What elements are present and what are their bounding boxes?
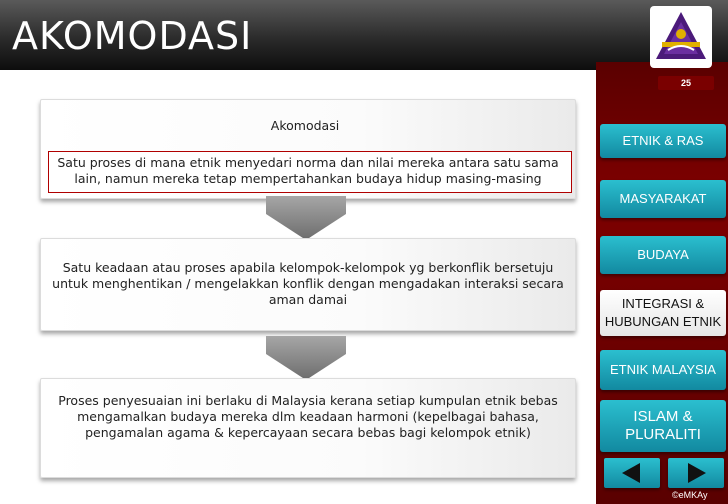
sidebar-item-integrasi[interactable]: INTEGRASI & HUBUNGAN ETNIK [600,290,726,336]
previous-button[interactable] [604,458,660,488]
triangle-right-icon [668,458,724,488]
triangle-left-icon [604,458,660,488]
chevron-down-icon [266,336,346,380]
step-2-body: Satu keadaan atau proses apabila kelompok-kelompok yg berkonflik bersetuju untuk menghentikan / mengelakkan konflik dengan mengadakan interaksi secara aman damai [52,260,564,307]
page-number: 25 [658,76,714,90]
sidebar-item-masyarakat[interactable]: MASYARAKAT [600,180,726,218]
chevron-down-icon [266,196,346,240]
next-button[interactable] [668,458,724,488]
title-bar [0,0,728,70]
step-1-body: Satu proses di mana etnik menyedari norma dan nilai mereka antara satu sama lain, namun mereka tetap mempertahankan budaya hidup masing-masing [57,155,559,186]
university-logo-icon [648,4,714,70]
copyright-label: ©eMKAy [672,490,708,500]
sidebar-item-etnik-malaysia[interactable]: ETNIK MALAYSIA [600,350,726,390]
slide-title: AKOMODASI [12,14,253,58]
sidebar-item-etnik-ras[interactable]: ETNIK & RAS [600,124,726,158]
sidebar-item-islam[interactable]: ISLAM & PLURALITI [600,400,726,452]
step-3-body: Proses penyesuaian ini berlaku di Malaysia kerana setiap kumpulan etnik bebas mengamalkan budaya mereka dlm keadaan harmoni (kepelbagai bahasa, pengamalan agama & kepercayaan secara bebas bagi kelompok etnik) [58,393,558,440]
step-1-heading: Akomodasi [270,118,340,133]
sidebar-item-budaya[interactable]: BUDAYA [600,236,726,274]
